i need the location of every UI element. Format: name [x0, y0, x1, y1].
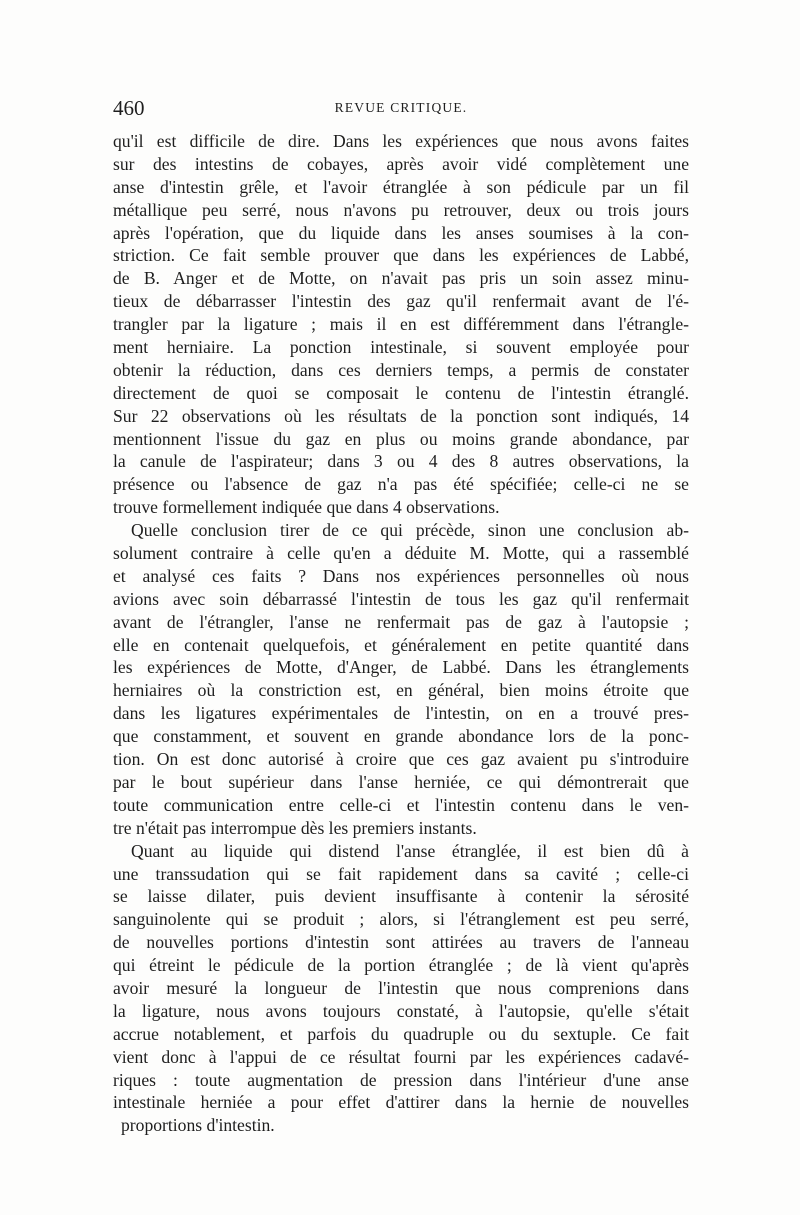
- text-line: obtenir la réduction, dans ces derniers temps, a permis de constater: [113, 359, 689, 380]
- text-line: directement de quoi se composait le contenu de l'intestin étranglé.: [113, 382, 689, 403]
- paragraph-start-line: Quelle conclusion tirer de ce qui précède, sinon une conclusion ab-: [131, 520, 689, 541]
- paragraph-end-line: trouve formellement indiquée que dans 4 observations.: [113, 497, 500, 518]
- page-number: 460: [113, 96, 145, 120]
- text-line: la canule de l'aspirateur; dans 3 ou 4 des 8 autres observations, la: [113, 451, 689, 472]
- text-line: une transsudation qui se fait rapidement dans sa cavité ; celle-ci: [113, 863, 689, 884]
- text-line: les expériences de Motte, d'Anger, de Labbé. Dans les étranglements: [113, 657, 689, 678]
- text-line: Sur 22 observations où les résultats de la ponction sont indiqués, 14: [113, 405, 689, 426]
- text-line: qu'il est difficile de dire. Dans les expériences que nous avons faites: [113, 131, 689, 151]
- text-line: riques : toute augmentation de pression dans l'intérieur d'une anse: [113, 1069, 689, 1090]
- text-line: de B. Anger et de Motte, on n'avait pas pris un soin assez minu-: [113, 268, 689, 289]
- text-line: avoir mesuré la longueur de l'intestin que nous comprenions dans: [113, 977, 689, 998]
- text-line: elle en contenait quelquefois, et généralement en petite quantité dans: [113, 634, 689, 655]
- text-line: sanguinolente qui se produit ; alors, si l'étranglement est peu serré,: [113, 909, 689, 930]
- paragraph-end-line: proportions d'intestin.: [121, 1115, 275, 1136]
- text-line: la ligature, nous avons toujours constaté, à l'autopsie, qu'elle s'était: [113, 1000, 689, 1021]
- text-line: tieux de débarrasser l'intestin des gaz qu'il renfermait avant de l'é-: [113, 291, 689, 312]
- text-line: après l'opération, que du liquide dans les anses soumises à la con-: [113, 222, 689, 243]
- text-line: et analysé ces faits ? Dans nos expériences personnelles où nous: [113, 565, 689, 586]
- text-line: que constamment, et souvent en grande abondance lors de la ponc-: [113, 726, 689, 747]
- text-line: solument contraire à celle qu'en a déduite M. Motte, qui a rassemblé: [113, 543, 689, 564]
- text-line: intestinale herniée a pour effet d'attirer dans la hernie de nouvelles: [113, 1092, 689, 1113]
- text-line: accrue notablement, et parfois du quadruple ou du sextuple. Ce fait: [113, 1023, 689, 1044]
- text-line: avant de l'étrangler, l'anse ne renfermait pas de gaz à l'autopsie ;: [113, 611, 689, 632]
- text-line: vient donc à l'appui de ce résultat fourni par les expériences cadavé-: [113, 1046, 689, 1067]
- text-line: se laisse dilater, puis devient insuffisante à contenir la sérosité: [113, 886, 689, 907]
- text-line: par le bout supérieur dans l'anse herniée, ce qui démontrerait que: [113, 771, 689, 792]
- text-line: dans les ligatures expérimentales de l'intestin, on en a trouvé pres-: [113, 703, 689, 724]
- text-line: mentionnent l'issue du gaz en plus ou moins grande abondance, par: [113, 428, 689, 449]
- body-text: [113, 130, 689, 1137]
- text-line: toute communication entre celle-ci et l'intestin contenu dans le ven-: [113, 794, 689, 815]
- text-line: trangler par la ligature ; mais il en est différemment dans l'étrangle-: [113, 314, 689, 335]
- paragraph-end-line: tre n'était pas interrompue dès les premiers instants.: [113, 817, 477, 838]
- paragraph-start-line: Quant au liquide qui distend l'anse étranglée, il est bien dû à: [131, 840, 689, 861]
- text-line: avions avec soin débarrassé l'intestin de tous les gaz qu'il renfermait: [113, 588, 689, 609]
- text-line: présence ou l'absence de gaz n'a pas été spécifiée; celle-ci ne se: [113, 474, 689, 495]
- text-line: herniaires où la constriction est, en général, bien moins étroite que: [113, 680, 689, 701]
- text-line: qui étreint le pédicule de la portion étranglée ; de là vient qu'après: [113, 955, 689, 976]
- text-line: de nouvelles portions d'intestin sont attirées au travers de l'anneau: [113, 932, 689, 953]
- text-line: sur des intestins de cobayes, après avoir vidé complètement une: [113, 153, 689, 174]
- text-line: ment herniaire. La ponction intestinale, si souvent employée pour: [113, 337, 689, 358]
- running-title: REVUE CRITIQUE.: [334, 100, 468, 115]
- text-line: anse d'intestin grêle, et l'avoir étranglée à son pédicule par un fil: [113, 176, 689, 197]
- text-line: métallique peu serré, nous n'avons pu retrouver, deux ou trois jours: [113, 199, 689, 220]
- text-line: striction. Ce fait semble prouver que dans les expériences de Labbé,: [113, 245, 689, 266]
- running-head: [113, 96, 689, 120]
- text-line: tion. On est donc autorisé à croire que ces gaz avaient pu s'introduire: [113, 749, 689, 770]
